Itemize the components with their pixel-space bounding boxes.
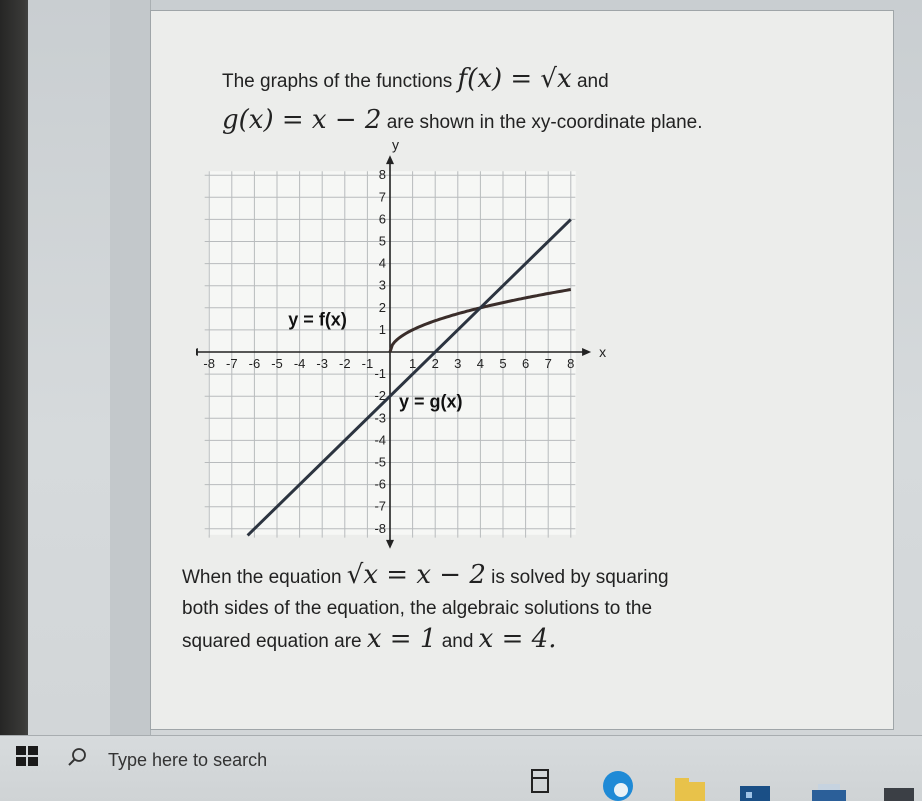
windows-start-icon[interactable]	[10, 736, 44, 770]
y-tick-label: 4	[378, 255, 386, 271]
edge-icon[interactable]	[603, 771, 633, 801]
x-tick-label: -2	[339, 356, 351, 371]
x-tick-label: 6	[521, 356, 530, 371]
task-view-icon[interactable]	[532, 770, 548, 792]
y-tick-label: -7	[374, 498, 386, 514]
body-text-2: is solved by squaring	[491, 567, 669, 588]
question-intro	[222, 60, 862, 142]
intro-text-2: are shown in the xy-coordinate plane.	[386, 112, 703, 133]
taskbar-search-input[interactable]: Type here to search	[108, 750, 268, 770]
taskbar	[0, 735, 922, 801]
y-tick-label: -5	[374, 454, 386, 470]
x-tick-label: 8	[567, 356, 575, 371]
y-tick-label: -8	[374, 520, 386, 536]
x-axis-arrow-left	[196, 348, 198, 356]
series-g-label: y = g(x)	[399, 391, 463, 412]
y-axis-arrow-down	[386, 540, 394, 549]
y-tick-label: 1	[378, 321, 386, 337]
and-word: and	[576, 71, 609, 92]
coordinate-graph	[196, 140, 616, 555]
equation: √x = x − 2	[346, 560, 486, 590]
x-tick-label: 5	[499, 356, 507, 371]
file-explorer-icon[interactable]	[675, 778, 705, 801]
y-tick-label: -1	[374, 366, 386, 382]
y-tick-label: 2	[378, 299, 386, 315]
x-axis-label: x	[599, 344, 607, 360]
x-tick-label: 4	[476, 356, 485, 371]
intro-text-1: The graphs of the functions	[222, 71, 453, 92]
search-icon[interactable]	[66, 746, 88, 768]
y-tick-label: -2	[374, 388, 386, 404]
x-tick-label: -8	[203, 356, 215, 371]
y-tick-label: -4	[374, 432, 386, 448]
f-definition: f(x) = √x	[457, 64, 572, 94]
x-tick-label: -6	[248, 356, 261, 371]
body-text-3: both sides of the equation, the algebraic solutions to the	[182, 598, 653, 619]
x-tick-label: 7	[544, 356, 552, 371]
x-tick-label: -4	[293, 356, 306, 371]
x-axis-arrow-right	[582, 348, 591, 356]
body-text-1: When the equation	[182, 567, 342, 588]
solution-2: x = 4.	[478, 624, 557, 654]
solution-1: x = 1	[366, 624, 437, 654]
question-body	[182, 560, 842, 657]
y-tick-label: -6	[374, 476, 386, 492]
series-f-label: y = f(x)	[288, 309, 347, 330]
g-definition: g(x) = x − 2	[222, 105, 382, 135]
x-tick-label: -7	[226, 356, 238, 371]
y-axis-label: y	[392, 140, 399, 153]
x-tick-label: -3	[316, 356, 328, 371]
x-tick-label: -1	[361, 356, 374, 371]
mail-icon[interactable]	[812, 784, 846, 801]
app-icon[interactable]	[884, 788, 914, 801]
x-tick-label: -5	[271, 356, 283, 371]
left-panel	[110, 0, 151, 735]
y-tick-label: 8	[378, 167, 386, 183]
y-tick-label: 5	[378, 233, 386, 249]
x-tick-label: 2	[431, 356, 439, 371]
y-tick-label: 7	[378, 189, 386, 205]
y-tick-label: 3	[378, 277, 386, 293]
y-tick-label: 6	[378, 211, 386, 227]
y-axis-arrow-up	[386, 155, 394, 164]
store-icon[interactable]	[740, 786, 770, 801]
chart-svg	[196, 140, 616, 555]
plot-area	[208, 171, 576, 535]
y-tick-label: -3	[374, 410, 386, 426]
and-word-2: and	[441, 631, 474, 652]
body-text-4: squared equation are	[182, 631, 362, 652]
taskbar-pinned-apps	[520, 764, 922, 801]
x-tick-label: 1	[408, 356, 417, 371]
x-tick-label: 3	[454, 356, 462, 371]
